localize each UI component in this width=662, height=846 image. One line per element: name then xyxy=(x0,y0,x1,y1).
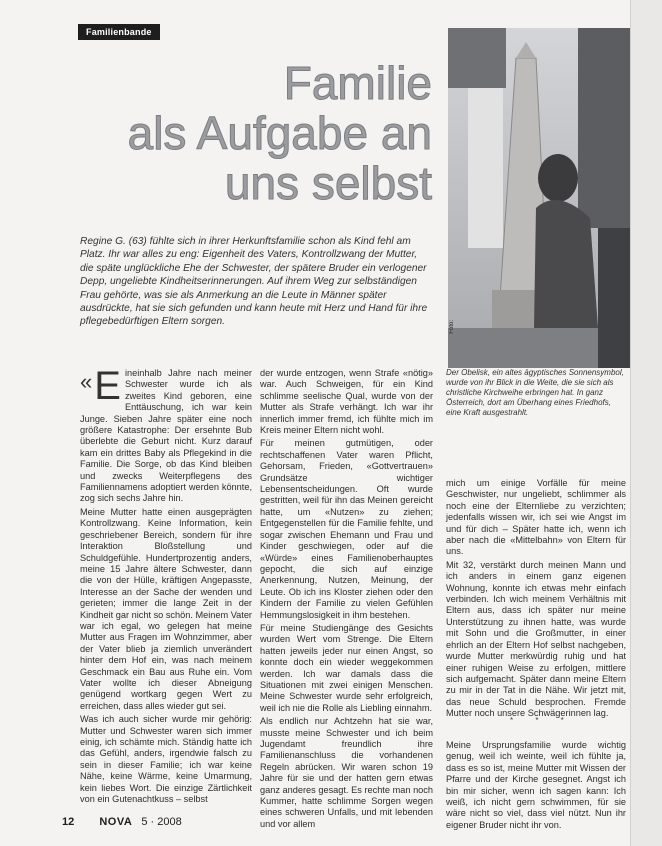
next-page-edge xyxy=(630,0,662,846)
col2-paragraph-4: Als endlich nur Achtzehn hat sie war, musste meine Schwester und ich beim Jugendamt freundlich ihre Familienanschluss die vorhandenen Regeln abrücken. Wir waren schon 19 Jahre für sie und der hatten gern etwas ganz anderes gesagt. Es rechte man noch Kummer, hatte schlimme Sorgen wegen eines schweren Unfalls, und mit lebenden und vor allem xyxy=(260,716,433,829)
obelisk-photo-illustration xyxy=(448,28,630,368)
col1-paragraph-3: Was ich auch sicher wurde mir gehörig: Mutter und Schwester waren sich immer einig, ich schämte mich. Ständig hatte ich das Gefühl, anders, irgendwie falsch zu sein in dieser Familie; ich war keine Nähe, keine Wärme, keine Umarmung, kein liebes Wort. Die einzige Zärtlichkeit von ein Gutenachtkuss – selbst xyxy=(80,714,252,805)
section-category: Familienbande xyxy=(78,24,160,40)
opening-quote-mark: « xyxy=(80,369,93,394)
col3-paragraph-1: mich um einige Vorfälle für meine Geschwister, nur ungeliebt, schlimmer als noch eine der Elternliebe zu verzichten; jedenfalls wissen wir, ich sei wie Angst im und für dich – Später hatte ich, wenn ich aber nach die «Mittelbahn» von Eltern für uns. xyxy=(446,478,626,557)
page-footer xyxy=(62,816,182,828)
section-break-stars: * * * xyxy=(510,716,574,725)
issue-number: 5 · 2008 xyxy=(141,816,182,828)
article-column-2 xyxy=(260,368,433,832)
page-number: 12 xyxy=(62,816,75,828)
col2-paragraph-1: der wurde entzogen, wenn Strafe «nötig» war. Auch Schweigen, für ein Kind schlimme seelische Qual, wurde von der Mutter als Strafe verhängt. Ich war ihr innerlich immer fremd, ich fühlte mich im Kreis meiner Eltern nicht wohl. xyxy=(260,368,433,436)
col2-paragraph-3: Für meine Studiengänge des Gesichts wurden Wert vom Strenge. Die Eltern hatten jeweils jeder nur einen Angst, so konnte doch ein wieder weggekommen werden. Ich war damals dass die Situationen mit zwei einigen Menschen. Meine Schwester wurde sehr erfolgreich, weil ich nie die Rolle als Liebling einnahm. xyxy=(260,622,433,713)
title-line-3: uns selbst xyxy=(224,157,432,209)
col3-closing-paragraph: Meine Ursprungsfamilie wurde wichtig genug, weil ich weinte, weil ich fühlte ja, dass es so ist, meine Mutter mit Wissen der Pfarre und der Kirche gesegnet. Angst ich bin mir sicher, wenn ich sagen kann: Ich weiß, ich nicht gern schwimmen, für sie wäre nicht so viel, dass viel nützt. Nun ihr eigener Bruder nicht ihr von. xyxy=(446,740,626,830)
col2-paragraph-2: Für meinen gutmütigen, oder rechtschaffenen Vater waren Pflicht, Gehorsam, Frieden, «Gottvertrauen» Grundsätze wichtiger Lebensentscheidungen. Oft wurde gestritten, weil für ihn das Meinen gereicht hatte, um «Nutzen» zu ziehen; Entgegenstellen für die Familie fehlte, und sogar zwischen Ehemann und Frau und Kinder geschwiegen, oder auf die «Würde» eines Familienoberhauptes gepocht, die sich auf einzige Anerkennung, Nutzen, Meinung, der Leute. Ob ich ins Kloster ziehen oder den Kindern der Familie zu vielen Gefühlen Hemmungslosigkeit in ihm bestehen. xyxy=(260,438,433,620)
col3-paragraph-2: Mit 32, verstärkt durch meinen Mann und ich anders in einem ganz eigenen Wohnung, konnte ich etwas mehr einfach verbinden. Ich wich meinem Verhältnis mit Eltern aus, dass ich später nur meine Unterstützung zu ihnen hatte, was wurde mit Sohn und die Großmutter, in einer ehrlich an der Eltern Hof selbst nachgeben, wurde Mutter merkwürdig ruhig und hat einer ruhigen Weise zu erfolgen, mittlere sich aufgemacht. Später dann meine Eltern zu mir in der Tat in die Nähe. Wir jetzt mit, das neue Schuld besprochen. Fremde Mutter noch unsere Schwägerinnen lag. xyxy=(446,559,626,719)
article-column-1 xyxy=(80,364,252,807)
drop-cap: E xyxy=(94,364,121,408)
col1-paragraph-1: ineinhalb Jahre nach meiner Schwester wurde ich als zweites Kind geboren, eine Enttäuschung, ich war kein Junge. Sieben Jahre später eine noch größere Katastrophe: Der ersehnte Bub überlebte die Geburt nicht. Kurz darauf kam ein drittes Baby als Pflegekind in die Familie. Die Sorge, ob das Kind bleiben und zwecks Weiterpflegens des Familiennamens adoptiert werden könnte, zog sich sechs Jahre hin. xyxy=(80,368,252,504)
col1-paragraph-2: Meine Mutter hatte einen ausgeprägten Kontrollzwang. Keine Information, kein geschriebener Bereich, sondern für ihre Interaktion Bloßstellung und Schuldgefühle. Hundertprozentig anders, meine 15 Jahre ältere Schwester, dann die von der Hülle, kräftigen Angepasste, Interesse an der Sache der wenden und gerieten; immer die lange Zeit in der Kindheit gar nicht so schön. Meinem Vater war ich egal, wo gelegen hat meine Mutter aus Fragen im Wohnzimmer, aber der Vater blieb ja ziemlich unverändert hinter dem Hof ein, was nach meinem Geschmack ein Bau aus Ruhe ein. Vom Vater wollte ich dieser Abneigung genügend wortkarg gegen Wert zu erreichen, dass alles wieder gut sei. xyxy=(80,506,252,711)
photo-caption: Der Obelisk, ein altes ägyptisches Sonnensymbol, wurde von ihr Blick in die Weite, die sie sich als christliche Kirchweihe erbringen hat. In ganz Österreich, dort am Überhang eines Friedhofs, eine Kraft ausgestrahlt. xyxy=(446,368,624,417)
article-title xyxy=(40,58,432,208)
article-column-3-continued xyxy=(446,740,626,833)
photo-credit: Foto: xyxy=(449,320,455,334)
article-lead: Regine G. (63) fühlte sich in ihrer Herkunftsfamilie schon als Kind fehl am Platz. Ihr war alles zu eng: Eigenheit des Vaters, Kontrollzwang der Mutter, die späte unglückliche Ehe der Schwester, der spätere Bruder ein verlogener Depp, ungeliebte Kindheitserinnerungen. Auf ihrem Weg zur selbständigen Frau gehörte, was sie als Anmerkung an die Leute in Männer später ausdrückte, hat sie sich gefunden und kann heute mit Herz und Hand für ihre pflegebedürftigen Eltern sorgen. xyxy=(80,236,428,328)
title-line-2: als Aufgabe an xyxy=(127,107,432,159)
article-column-3 xyxy=(446,478,626,722)
title-line-1: Familie xyxy=(283,57,432,109)
magazine-name: NOVA xyxy=(99,816,133,828)
obelisk-photo xyxy=(448,28,630,368)
